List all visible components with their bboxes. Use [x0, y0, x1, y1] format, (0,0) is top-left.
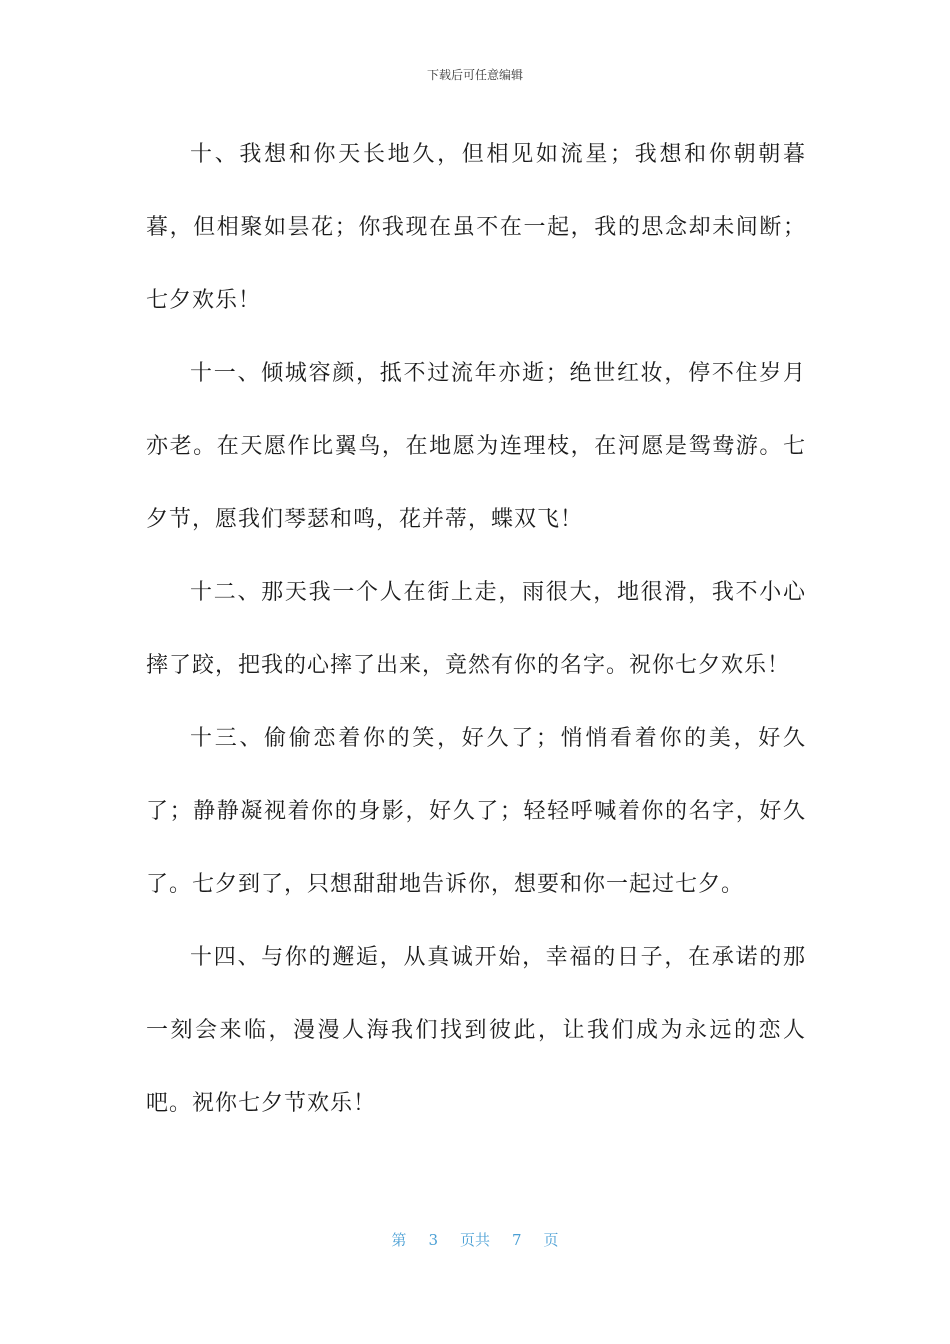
page-footer: [0, 1229, 950, 1250]
footer-total-pages: 7: [512, 1231, 522, 1249]
document-body: [146, 118, 806, 1140]
page-header-note: 下载后可任意编辑: [426, 68, 523, 82]
paragraph-12: 十二、那天我一个人在街上走，雨很大，地很滑，我不小心摔了跤，把我的心摔了出来，竟然有你的名字。祝你七夕欢乐！: [146, 580, 806, 678]
paragraph-14: 十四、与你的邂逅，从真诚开始，幸福的日子，在承诺的那一刻会来临，漫漫人海我们找到彼此，让我们成为永远的恋人吧。祝你七夕节欢乐！: [146, 945, 806, 1116]
paragraph-10: 十、我想和你天长地久，但相见如流星；我想和你朝朝暮暮，但相聚如昙花；你我现在虽不在一起，我的思念却未间断；七夕欢乐！: [146, 142, 806, 313]
footer-suffix: 页: [543, 1231, 559, 1249]
footer-prefix: 第: [391, 1231, 407, 1249]
paragraph-11: 十一、倾城容颜，抵不过流年亦逝；绝世红妆，停不住岁月亦老。在天愿作比翼鸟，在地愿为连理枝，在河愿是鸳鸯游。七夕节，愿我们琴瑟和鸣，花并蒂，蝶双飞！: [146, 361, 806, 532]
footer-middle: 页共: [459, 1231, 490, 1249]
footer-current-page: 3: [428, 1231, 438, 1249]
paragraph-13: 十三、偷偷恋着你的笑，好久了；悄悄看着你的美，好久了；静静凝视着你的身影，好久了；轻轻呼喊着你的名字，好久了。七夕到了，只想甜甜地告诉你，想要和你一起过七夕。: [146, 726, 806, 897]
